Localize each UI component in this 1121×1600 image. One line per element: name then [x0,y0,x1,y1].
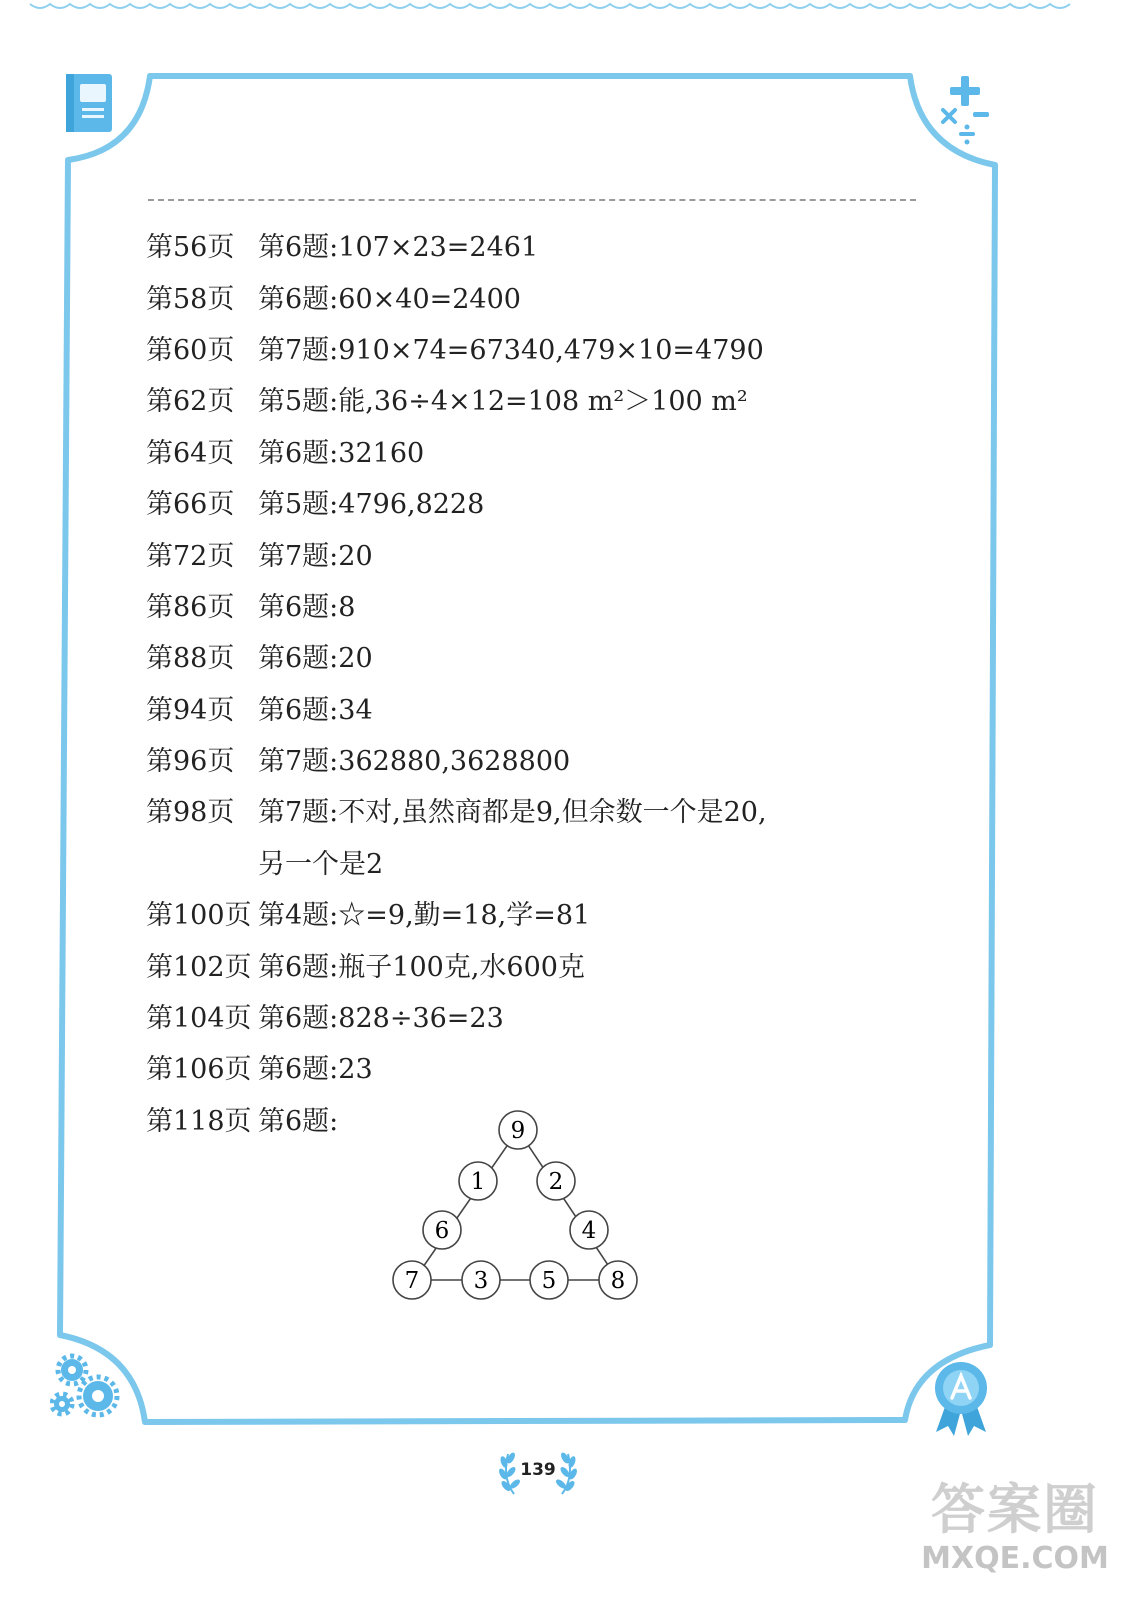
answer-text: ☆=9,勤=18,学=81 [338,900,591,932]
answer-row [146,736,866,787]
answer-row [146,941,866,992]
number-bottom-3: 5 [541,1268,557,1294]
question-label: 第6题: [258,643,339,675]
number-bottom-4: 8 [610,1268,626,1294]
page-label: 第72页 [146,540,235,572]
page-label: 第64页 [146,437,235,469]
question-label: 第6题: [258,694,339,726]
answer-text: 362880,3628800 [338,746,571,778]
question-label: 第5题: [258,489,339,521]
page-label: 第106页 [146,1054,252,1086]
answer-text: 4796,8228 [338,489,485,521]
question-label: 第7题: [258,540,339,572]
book-icon [62,70,118,136]
answer-text: 910×74=67340,479×10=4790 [338,334,764,366]
award-ribbon-icon [928,1360,994,1436]
page-label: 第58页 [146,283,235,315]
answer-row [146,685,866,736]
question-label: 第6题: [258,283,339,315]
number-right-1: 2 [548,1169,564,1195]
number-top: 9 [510,1118,526,1144]
number-bottom-1: 7 [404,1268,420,1294]
answer-text: 23 [338,1054,373,1086]
circle-top [499,1111,537,1149]
question-label: 第6题: [258,1003,339,1035]
answer-text: 8 [338,591,356,623]
answer-row [146,890,866,941]
page-label: 第86页 [146,591,235,623]
triangle-number-diagram [380,1100,660,1310]
circle-left-1 [459,1162,497,1200]
answer-row [146,993,866,1044]
page-label: 第62页 [146,386,235,418]
number-right-2: 4 [581,1218,597,1244]
circle-bottom-1 [393,1261,431,1299]
answer-text: 34 [338,694,373,726]
page-label: 第66页 [146,489,235,521]
page-label: 第98页 [146,797,235,829]
circle-right-2 [570,1211,608,1249]
question-label: 第6题: [258,1105,339,1137]
answer-row [146,787,866,838]
answer-text: 20 [338,540,373,572]
answer-row [146,325,866,376]
question-label: 第6题: [258,1054,339,1086]
watermark-logo-text: 答案圈 [931,1478,1099,1541]
answer-row [146,1044,866,1095]
question-label: 第5题: [258,386,339,418]
page-label: 第104页 [146,1003,252,1035]
answer-text: 828÷36=23 [338,1003,504,1035]
answer-text: 另一个是2 [258,848,384,880]
page-number: 139 [520,1460,556,1480]
answer-list [146,222,866,1147]
math-operators-icon [935,72,995,148]
answer-text: 107×23=2461 [338,232,539,264]
answer-row [146,479,866,530]
number-left-2: 6 [434,1218,450,1244]
question-label: 第7题: [258,746,339,778]
question-label: 第4题: [258,900,339,932]
page-footer [498,1448,578,1500]
answer-text: 能,36÷4×12=108 m²＞100 m² [338,386,748,418]
question-label: 第6题: [258,951,339,983]
answer-row [146,582,866,633]
number-left-1: 1 [470,1169,486,1195]
number-bottom-2: 3 [473,1268,489,1294]
page-label: 第94页 [146,694,235,726]
answer-text: 20 [338,643,373,675]
watermark-url: MXQE.COM [921,1541,1109,1576]
page-label: 第118页 [146,1105,252,1137]
question-label: 第6题: [258,591,339,623]
page-label: 第96页 [146,746,235,778]
page-label: 第100页 [146,900,252,932]
circle-bottom-4 [599,1261,637,1299]
dashed-divider [148,199,916,201]
page-label: 第60页 [146,334,235,366]
circle-bottom-2 [462,1261,500,1299]
answer-row [146,633,866,684]
answer-text: 32160 [338,437,425,469]
answer-text: 瓶子100克,水600克 [338,951,585,983]
answer-row [146,273,866,324]
circle-left-2 [423,1211,461,1249]
watermark [920,1478,1110,1598]
question-label: 第7题: [258,334,339,366]
answer-row [146,428,866,479]
circle-right-1 [537,1162,575,1200]
circle-bottom-3 [530,1261,568,1299]
gears-icon [50,1352,124,1422]
page-label: 第102页 [146,951,252,983]
question-label: 第6题: [258,232,339,264]
answer-text: 不对,虽然商都是9,但余数一个是20, [338,797,767,829]
question-label: 第6题: [258,437,339,469]
answer-row [146,376,866,427]
answer-continuation [146,839,866,890]
question-label: 第7题: [258,797,339,829]
page-label: 第56页 [146,232,235,264]
answer-text: 60×40=2400 [338,283,521,315]
page-label: 第88页 [146,643,235,675]
answer-row [146,530,866,581]
answer-row [146,222,866,273]
